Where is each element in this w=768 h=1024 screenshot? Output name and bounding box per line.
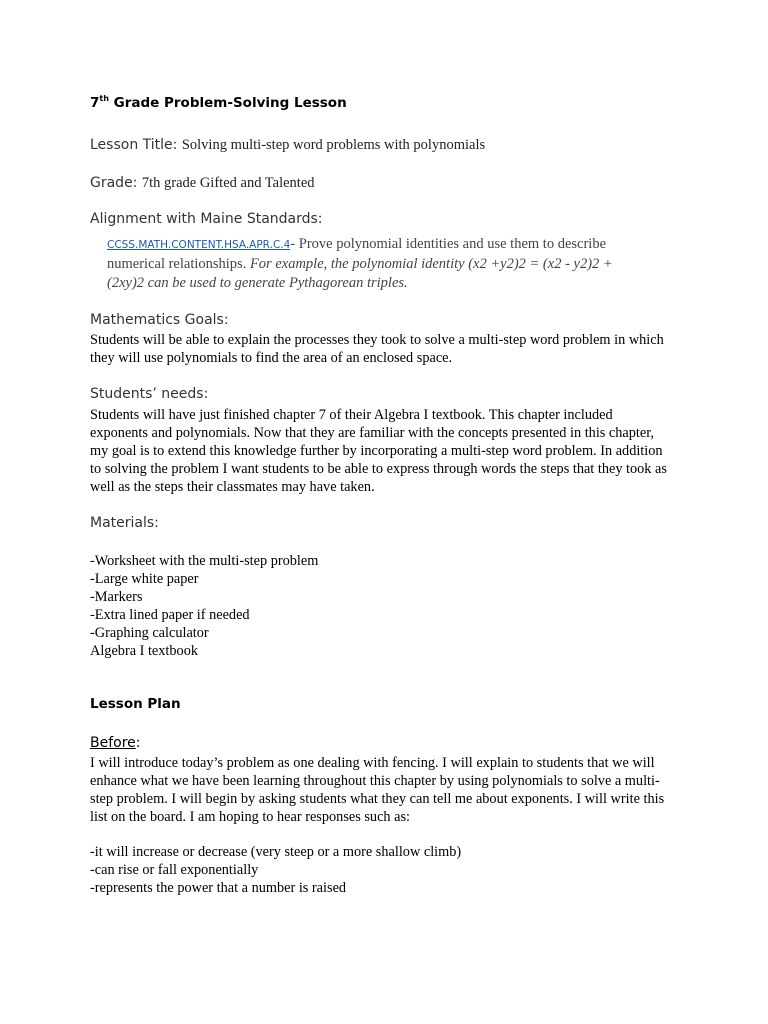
needs-heading: Students’ needs: xyxy=(90,386,209,402)
title-rest: Grade Problem-Solving Lesson xyxy=(108,95,347,111)
lesson-title-value: Solving multi-step word problems with polynomials xyxy=(181,137,486,153)
standard-link[interactable]: CCSS.MATH.CONTENT.HSA.APR.C.4 xyxy=(107,239,291,251)
lesson-plan-heading: Lesson Plan xyxy=(90,696,181,712)
list-item: -Extra lined paper if needed xyxy=(90,607,250,623)
math-goals-heading: Mathematics Goals: xyxy=(90,312,229,328)
grade-value: 7th grade Gifted and Talented xyxy=(141,175,315,191)
lesson-title-label: Lesson Title: xyxy=(90,137,182,153)
grade-label: Grade: xyxy=(90,175,142,191)
math-goals-text: Students will be able to explain the processes they took to solve a multi-step word problem in which they will use polynomials to find the area of an enclosed space. xyxy=(90,332,664,366)
needs-text: Students will have just finished chapter 7 of their Algebra I textbook. This chapter included exponents and polynomials. Now that they are familiar with the concepts presented in this chapter, my goal is to extend this knowledge further by incorporating a multi-step word problem. In addition to solving the problem I want students to be able to express through words the steps that they took as well as the steps their classmates may have taken. xyxy=(90,407,667,495)
before-heading xyxy=(90,735,141,751)
materials-heading: Materials: xyxy=(90,515,159,531)
list-item: Algebra I textbook xyxy=(90,643,198,659)
title-suffix: th xyxy=(99,94,109,103)
materials-list xyxy=(90,552,318,660)
list-item: -Worksheet with the multi-step problem xyxy=(90,553,319,569)
standard-text: - Prove polynomial identities and use them to describe numerical relationships. xyxy=(107,236,607,272)
title-grade: 7 xyxy=(90,95,100,111)
standard-block xyxy=(107,235,647,293)
lesson-heading xyxy=(90,94,347,111)
responses-list xyxy=(90,843,461,897)
list-item: -Markers xyxy=(90,589,143,605)
before-label: Before xyxy=(90,735,136,751)
grade-field xyxy=(90,174,315,192)
lesson-title-field xyxy=(90,136,485,154)
list-item: -Large white paper xyxy=(90,571,199,587)
before-colon: : xyxy=(135,735,141,751)
list-item: -represents the power that a number is raised xyxy=(90,880,347,896)
alignment-heading: Alignment with Maine Standards: xyxy=(90,211,323,227)
list-item: -can rise or fall exponentially xyxy=(90,862,259,878)
standard-example: For example, the polynomial identity (x2 +y2)2 = (x2 - y2)2 + (2xy)2 can be used to generate Pythagorean triples. xyxy=(107,256,613,291)
list-item: -Graphing calculator xyxy=(90,625,209,641)
list-item: -it will increase or decrease (very steep or a more shallow climb) xyxy=(90,844,462,860)
before-text: I will introduce today’s problem as one dealing with fencing. I will explain to students that we will enhance what we have been learning throughout this chapter by using polynomials to solve a multi-step problem. I will begin by asking students what they can tell me about exponents. I will write this list on the board. I am hoping to hear responses such as: xyxy=(90,755,665,825)
